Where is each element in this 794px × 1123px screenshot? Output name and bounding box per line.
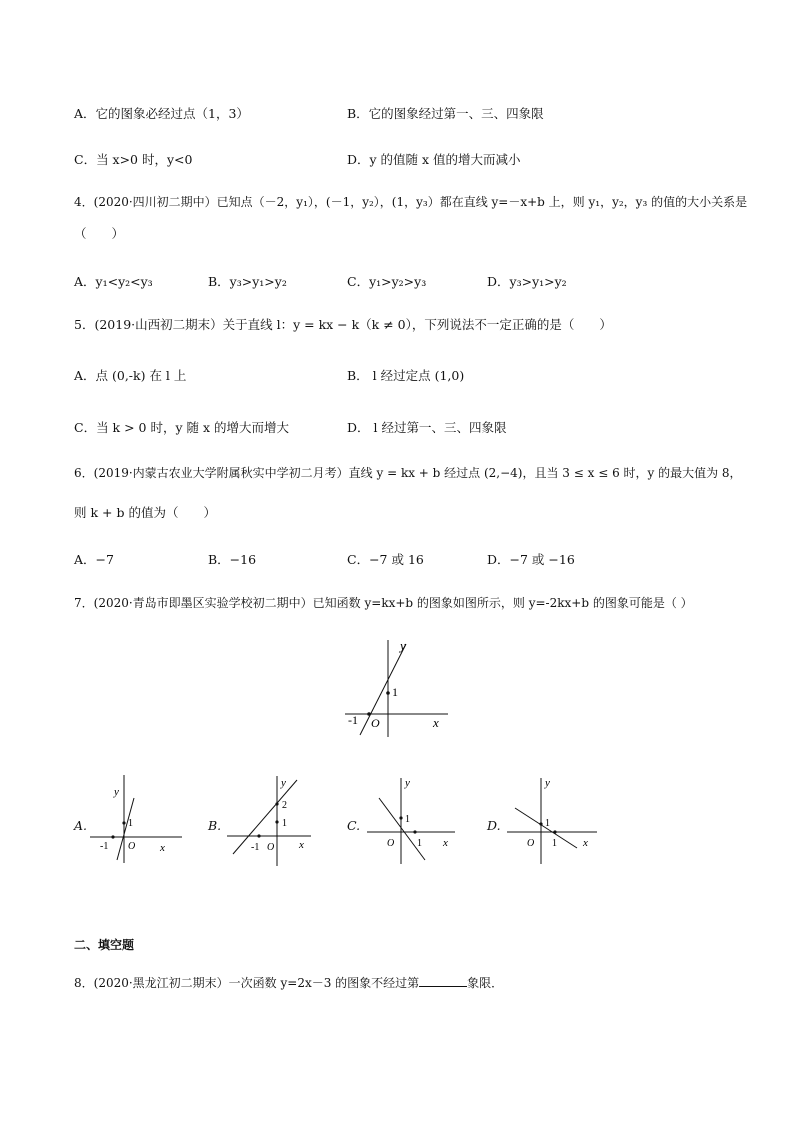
point [257,834,260,837]
q5-option-a: A．点 (0,-k) 在 l 上 [74,368,187,383]
q4-stem: 4．(2020·四川初二期中）已知点（－2，y₁），(－1，y₂），(1，y₃）都在直线 y=－x+b 上，则 y₁，y₂，y₃ 的值的大小关系是 [74,195,748,209]
one-label-x: 1 [552,838,557,849]
y-label: y [400,638,406,653]
function-line [379,798,425,860]
q7-stem: 7．(2020·青岛市即墨区实验学校初二期中）已知函数 y=kx+b 的图象如图所示，则 y=-2kx+b 的图象可能是（ ） [74,596,693,610]
q6-option-a: A．−7 [74,552,114,567]
q3-option-c: C．当 x>0 时，y<0 [74,152,193,167]
q7-option-b-graph [225,768,325,868]
point [413,830,416,833]
point [275,820,278,823]
point [553,830,556,833]
q3-option-a: A．它的图象必经过点（1，3） [74,106,249,121]
point [539,822,542,825]
q5-option-d: D． l 经过第一、三、四象限 [347,420,507,435]
q7-option-d-graph [505,770,605,870]
origin-label: O [371,716,380,730]
q7-option-a-graph [88,765,188,865]
q7-option-a-label: A. [74,818,88,833]
q5-stem: 5．(2019·山西初二期末）关于直线 l：y = kx − k（k ≠ 0），下列说法不一定正确的是（ ） [74,317,612,332]
y-label: y [545,777,550,789]
point [275,802,278,805]
origin-label: O [527,838,535,849]
q8-stem-part1: 8．(2020·黑龙江初二期末）一次函数 y=2x－3 的图象不经过第 [74,976,420,990]
q8-answer-blank [419,976,467,987]
point [111,835,114,838]
q4-option-a: A．y₁<y₂<y₃ [74,274,153,289]
q4-option-b: B．y₃>y₁>y₂ [208,274,287,289]
q6-option-d: D．−7 或 −16 [487,552,575,567]
y-label: y [281,777,286,789]
q5-option-c: C．当 k > 0 时，y 随 x 的增大而增大 [74,420,289,435]
neg-one-label: -1 [100,841,109,852]
neg-one-label: -1 [251,842,260,853]
origin-label: O [128,841,136,852]
q3-option-b: B．它的图象经过第一、三、四象限 [347,106,544,121]
q5-option-b: B． l 经过定点 (1,0) [347,368,465,383]
q6-option-c: C．−7 或 16 [347,552,424,567]
q7-option-c-label: C. [347,818,361,833]
section-fill-in-title: 二、填空题 [74,938,135,952]
q7-main-graph [340,632,460,742]
q4-paren: （ ） [74,226,125,241]
point [122,821,125,824]
x-label: x [443,837,448,849]
q7-option-c-graph [365,770,465,870]
function-line [233,780,297,854]
function-line [360,644,406,735]
x-label: x [433,715,439,730]
neg-one-label: -1 [348,713,358,727]
q6-option-b: B．−16 [208,552,257,567]
q8-stem [74,976,503,990]
x-label: x [299,839,304,851]
q4-option-c: C．y₁>y₂>y₃ [347,274,427,289]
one-label: 1 [545,818,550,829]
x-label: x [583,837,588,849]
q8-stem-part2: 象限． [467,976,504,990]
one-label: 1 [405,814,410,825]
point [399,816,402,819]
one-label: 1 [128,818,133,829]
q3-option-d: D．y 的值随 x 值的增大而减小 [347,152,521,167]
q6-stem: 6．(2019·内蒙古农业大学附属秋实中学初二月考）直线 y = kx + b 经过点 (2,−4)，且当 3 ≤ x ≤ 6 时，y 的最大值为 8， [74,466,742,480]
q4-option-d: D．y₃>y₁>y₂ [487,274,567,289]
x-label: x [160,842,165,854]
one-label: 1 [282,818,287,829]
q6-stem-continued: 则 k + b 的值为（ ） [74,505,216,520]
two-label: 2 [282,800,287,811]
point-one [386,691,390,695]
y-label: y [114,786,119,798]
origin-label: O [267,842,275,853]
one-label-x: 1 [417,838,422,849]
q7-option-b-label: B. [208,818,222,833]
y-label: y [405,777,410,789]
q7-option-d-label: D. [487,818,501,833]
one-label: 1 [392,685,398,699]
origin-label: O [387,838,395,849]
